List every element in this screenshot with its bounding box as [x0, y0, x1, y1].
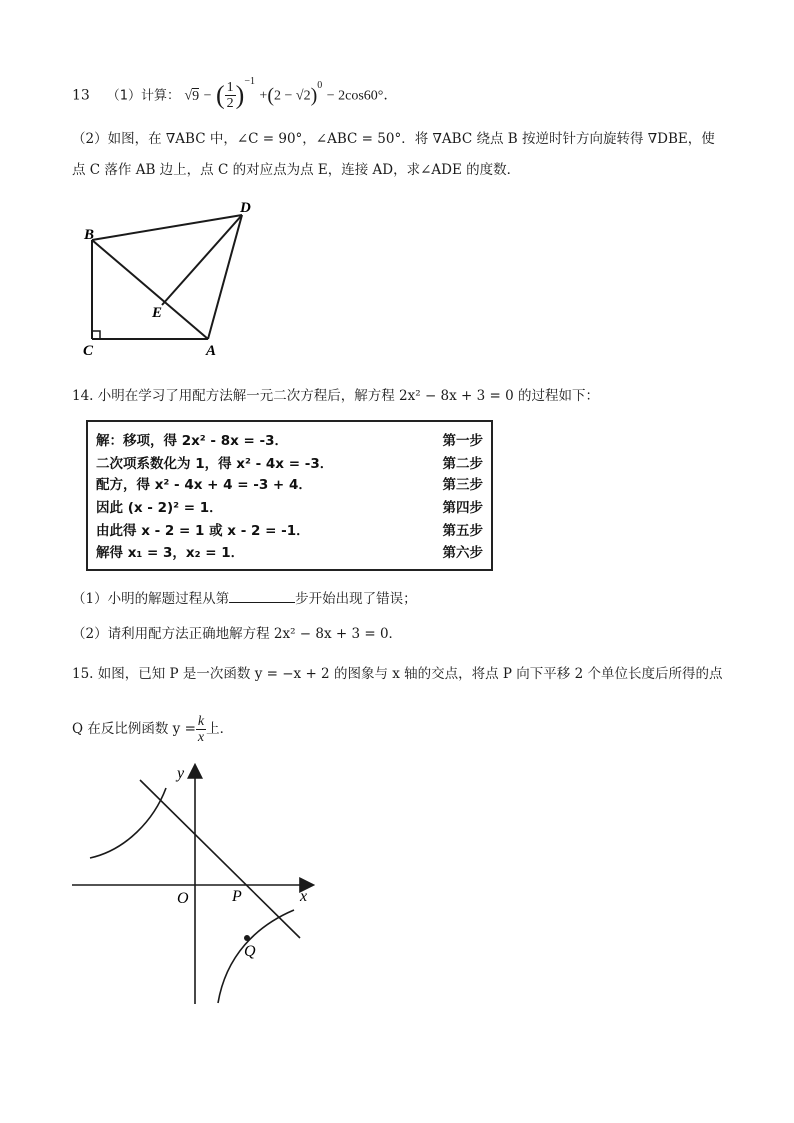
hyperbola-branch-lower-right	[218, 910, 294, 1003]
step-row-3	[96, 473, 483, 493]
q15-line2-before: Q 在反比例函数 y =	[72, 721, 196, 737]
step-row-4	[96, 496, 483, 516]
step-text-6: 解得 x₁ = 3，x₂ = 1．	[96, 545, 245, 561]
segment-BD	[92, 215, 242, 240]
paren2-content: 2 − √2	[273, 88, 311, 104]
one-half-fraction	[225, 80, 236, 111]
left-paren: (	[215, 80, 225, 110]
label-P: P	[232, 888, 242, 905]
frac-num: 1	[226, 80, 234, 95]
q14-q1-after: 步开始出现了错误；	[295, 591, 417, 607]
label-O: O	[177, 890, 189, 907]
q15-line1: 15. 如图，已知 P 是一次函数 y = −x + 2 的图象与 x 轴的交点，将点 P 向下平移 2 个单位长度后所得的点	[72, 666, 723, 682]
frac-den: 2	[226, 96, 234, 111]
step-text-2: 二次项系数化为 1，得 x² - 4x = -3．	[96, 456, 334, 472]
step-label-5: 第五步	[442, 523, 483, 539]
q13-part2-line1: （2）如图，在 ∇ABC 中，∠C = 90°，∠ABC = 50°．将 ∇ABC 绕点 B 按逆时针方向旋转得 ∇DBE，使	[72, 131, 715, 147]
label-D: D	[240, 200, 251, 216]
label-E: E	[152, 305, 163, 321]
label-C: C	[83, 343, 94, 359]
q13-triangle-figure	[70, 195, 270, 360]
point-Q	[244, 935, 250, 941]
minus-sign: −	[203, 88, 212, 104]
step-text-1: 解：移项，得 2x² - 8x = -3．	[96, 433, 289, 449]
q15-line2	[72, 710, 233, 748]
q15-line2-after: 上．	[206, 721, 234, 737]
label-Q: Q	[244, 943, 256, 960]
sqrt-symbol: √	[184, 88, 193, 104]
step-row-1	[96, 429, 483, 449]
step-row-2	[96, 452, 483, 472]
step-row-6	[96, 541, 483, 561]
cos-term: − 2cos60°	[326, 88, 384, 104]
linear-function-line	[140, 780, 300, 938]
step-text-3: 配方，得 x² - 4x + 4 = -3 + 4．	[96, 477, 312, 493]
step-text-5: 由此得 x - 2 = 1 或 x - 2 = -1．	[96, 523, 310, 539]
sqrt-arg: 9	[192, 88, 200, 104]
q13-part2-line2: 点 C 落作 AB 边上，点 C 的对应点为点 E，连接 AD，求∠ADE 的度数．	[72, 162, 521, 178]
q15-graph-figure	[66, 758, 326, 1008]
q13-part1-end: .	[383, 87, 388, 104]
right-paren: )	[235, 80, 245, 110]
q13-number: 13	[72, 87, 90, 104]
frac-x: x	[197, 730, 205, 745]
label-y: y	[177, 765, 185, 782]
label-B: B	[84, 227, 95, 243]
right-paren-2: )	[310, 84, 318, 107]
q14-subquestion-1	[72, 588, 417, 609]
segment-BA	[92, 240, 208, 339]
step-label-2: 第二步	[442, 456, 483, 472]
q14-solution-box	[86, 420, 493, 571]
step-label-4: 第四步	[442, 500, 483, 516]
q14-q1-before: （1）小明的解题过程从第	[72, 591, 230, 607]
step-label-3: 第三步	[442, 477, 483, 493]
hyperbola-branch-upper-left	[90, 788, 166, 858]
exponent-minus-one: −1	[244, 75, 255, 87]
left-paren-2: (	[267, 84, 274, 107]
step-text-4: 因此 (x - 2)² = 1．	[96, 500, 223, 516]
step-label-1: 第一步	[442, 433, 483, 449]
frac-k: k	[197, 714, 205, 729]
q13-part1-label: （1）计算：	[106, 88, 181, 104]
label-x: x	[300, 888, 308, 905]
q13-part1	[72, 75, 388, 111]
exponent-zero: 0	[317, 79, 323, 91]
answer-blank[interactable]	[229, 588, 295, 603]
q14-intro: 14. 小明在学习了用配方法解一元二次方程后，解方程 2x² − 8x + 3 = 0 的过程如下：	[72, 388, 600, 404]
plus-sign: +	[259, 88, 268, 104]
step-row-5	[96, 519, 483, 539]
step-label-6: 第六步	[442, 545, 483, 561]
q14-subquestion-2: （2）请利用配方法正确地解方程 2x² − 8x + 3 = 0．	[72, 626, 403, 642]
label-A: A	[206, 343, 217, 359]
right-angle-mark	[92, 331, 100, 339]
k-over-x-fraction	[196, 714, 206, 745]
